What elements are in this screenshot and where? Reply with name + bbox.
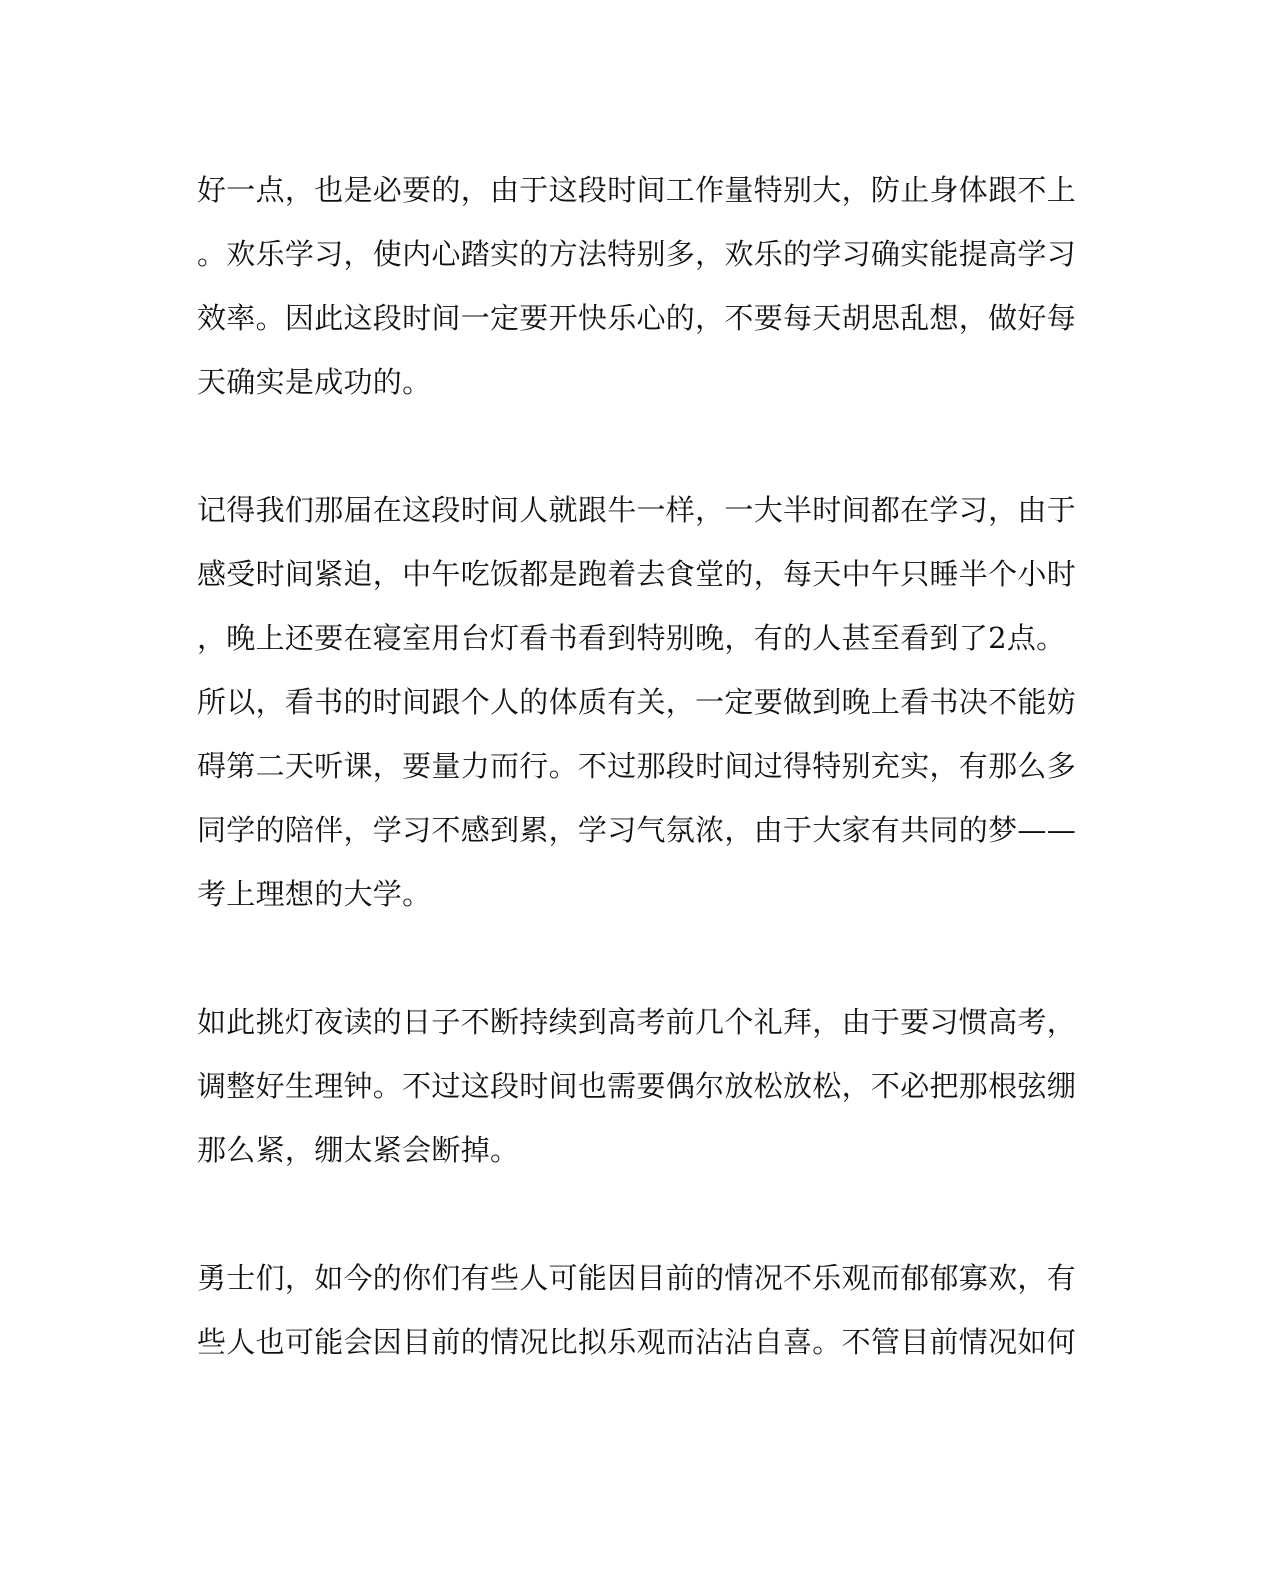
- paragraph-2-line-7: 考上理想的大学。: [197, 877, 432, 911]
- paragraph-1-line-2: 。欢乐学习，使内心踏实的方法特别多，欢乐的学习确实能提高学习: [197, 237, 1077, 271]
- paragraph-2-line-2: 感受时间紧迫，中午吃饭都是跑着去食堂的，每天中午只睡半个小时: [197, 557, 1077, 591]
- paragraph-1-line-3: 效率。因此这段时间一定要开快乐心的，不要每天胡思乱想，做好每: [197, 301, 1077, 335]
- paragraph-4-line-1: 勇士们，如今的你们有些人可能因目前的情况不乐观而郁郁寡欢，有: [197, 1261, 1077, 1295]
- paragraph-3-line-2: 调整好生理钟。不过这段时间也需要偶尔放松放松，不必把那根弦绷: [197, 1069, 1077, 1103]
- paragraph-2-line-3: ，晚上还要在寝室用台灯看书看到特别晚，有的人甚至看到了2点。: [197, 621, 1066, 655]
- paragraph-1-line-4: 天确实是成功的。: [197, 365, 432, 399]
- paragraph-2-line-6: 同学的陪伴，学习不感到累，学习气氛浓，由于大家有共同的梦——: [197, 813, 1077, 847]
- paragraph-2-line-5: 碍第二天听课，要量力而行。不过那段时间过得特别充实，有那么多: [197, 749, 1077, 783]
- paragraph-4-line-2: 些人也可能会因目前的情况比拟乐观而沾沾自喜。不管目前情况如何: [197, 1325, 1077, 1359]
- paragraph-3-line-1: 如此挑灯夜读的日子不断持续到高考前几个礼拜，由于要习惯高考，: [197, 1005, 1077, 1039]
- paragraph-3-line-3: 那么紧，绷太紧会断掉。: [197, 1133, 520, 1167]
- paragraph-2-line-1: 记得我们那届在这段时间人就跟牛一样，一大半时间都在学习，由于: [197, 493, 1077, 527]
- paragraph-1-line-1: 好一点，也是必要的，由于这段时间工作量特别大，防止身体跟不上: [197, 173, 1077, 207]
- paragraph-2-line-4: 所以，看书的时间跟个人的体质有关，一定要做到晚上看书决不能妨: [197, 685, 1077, 719]
